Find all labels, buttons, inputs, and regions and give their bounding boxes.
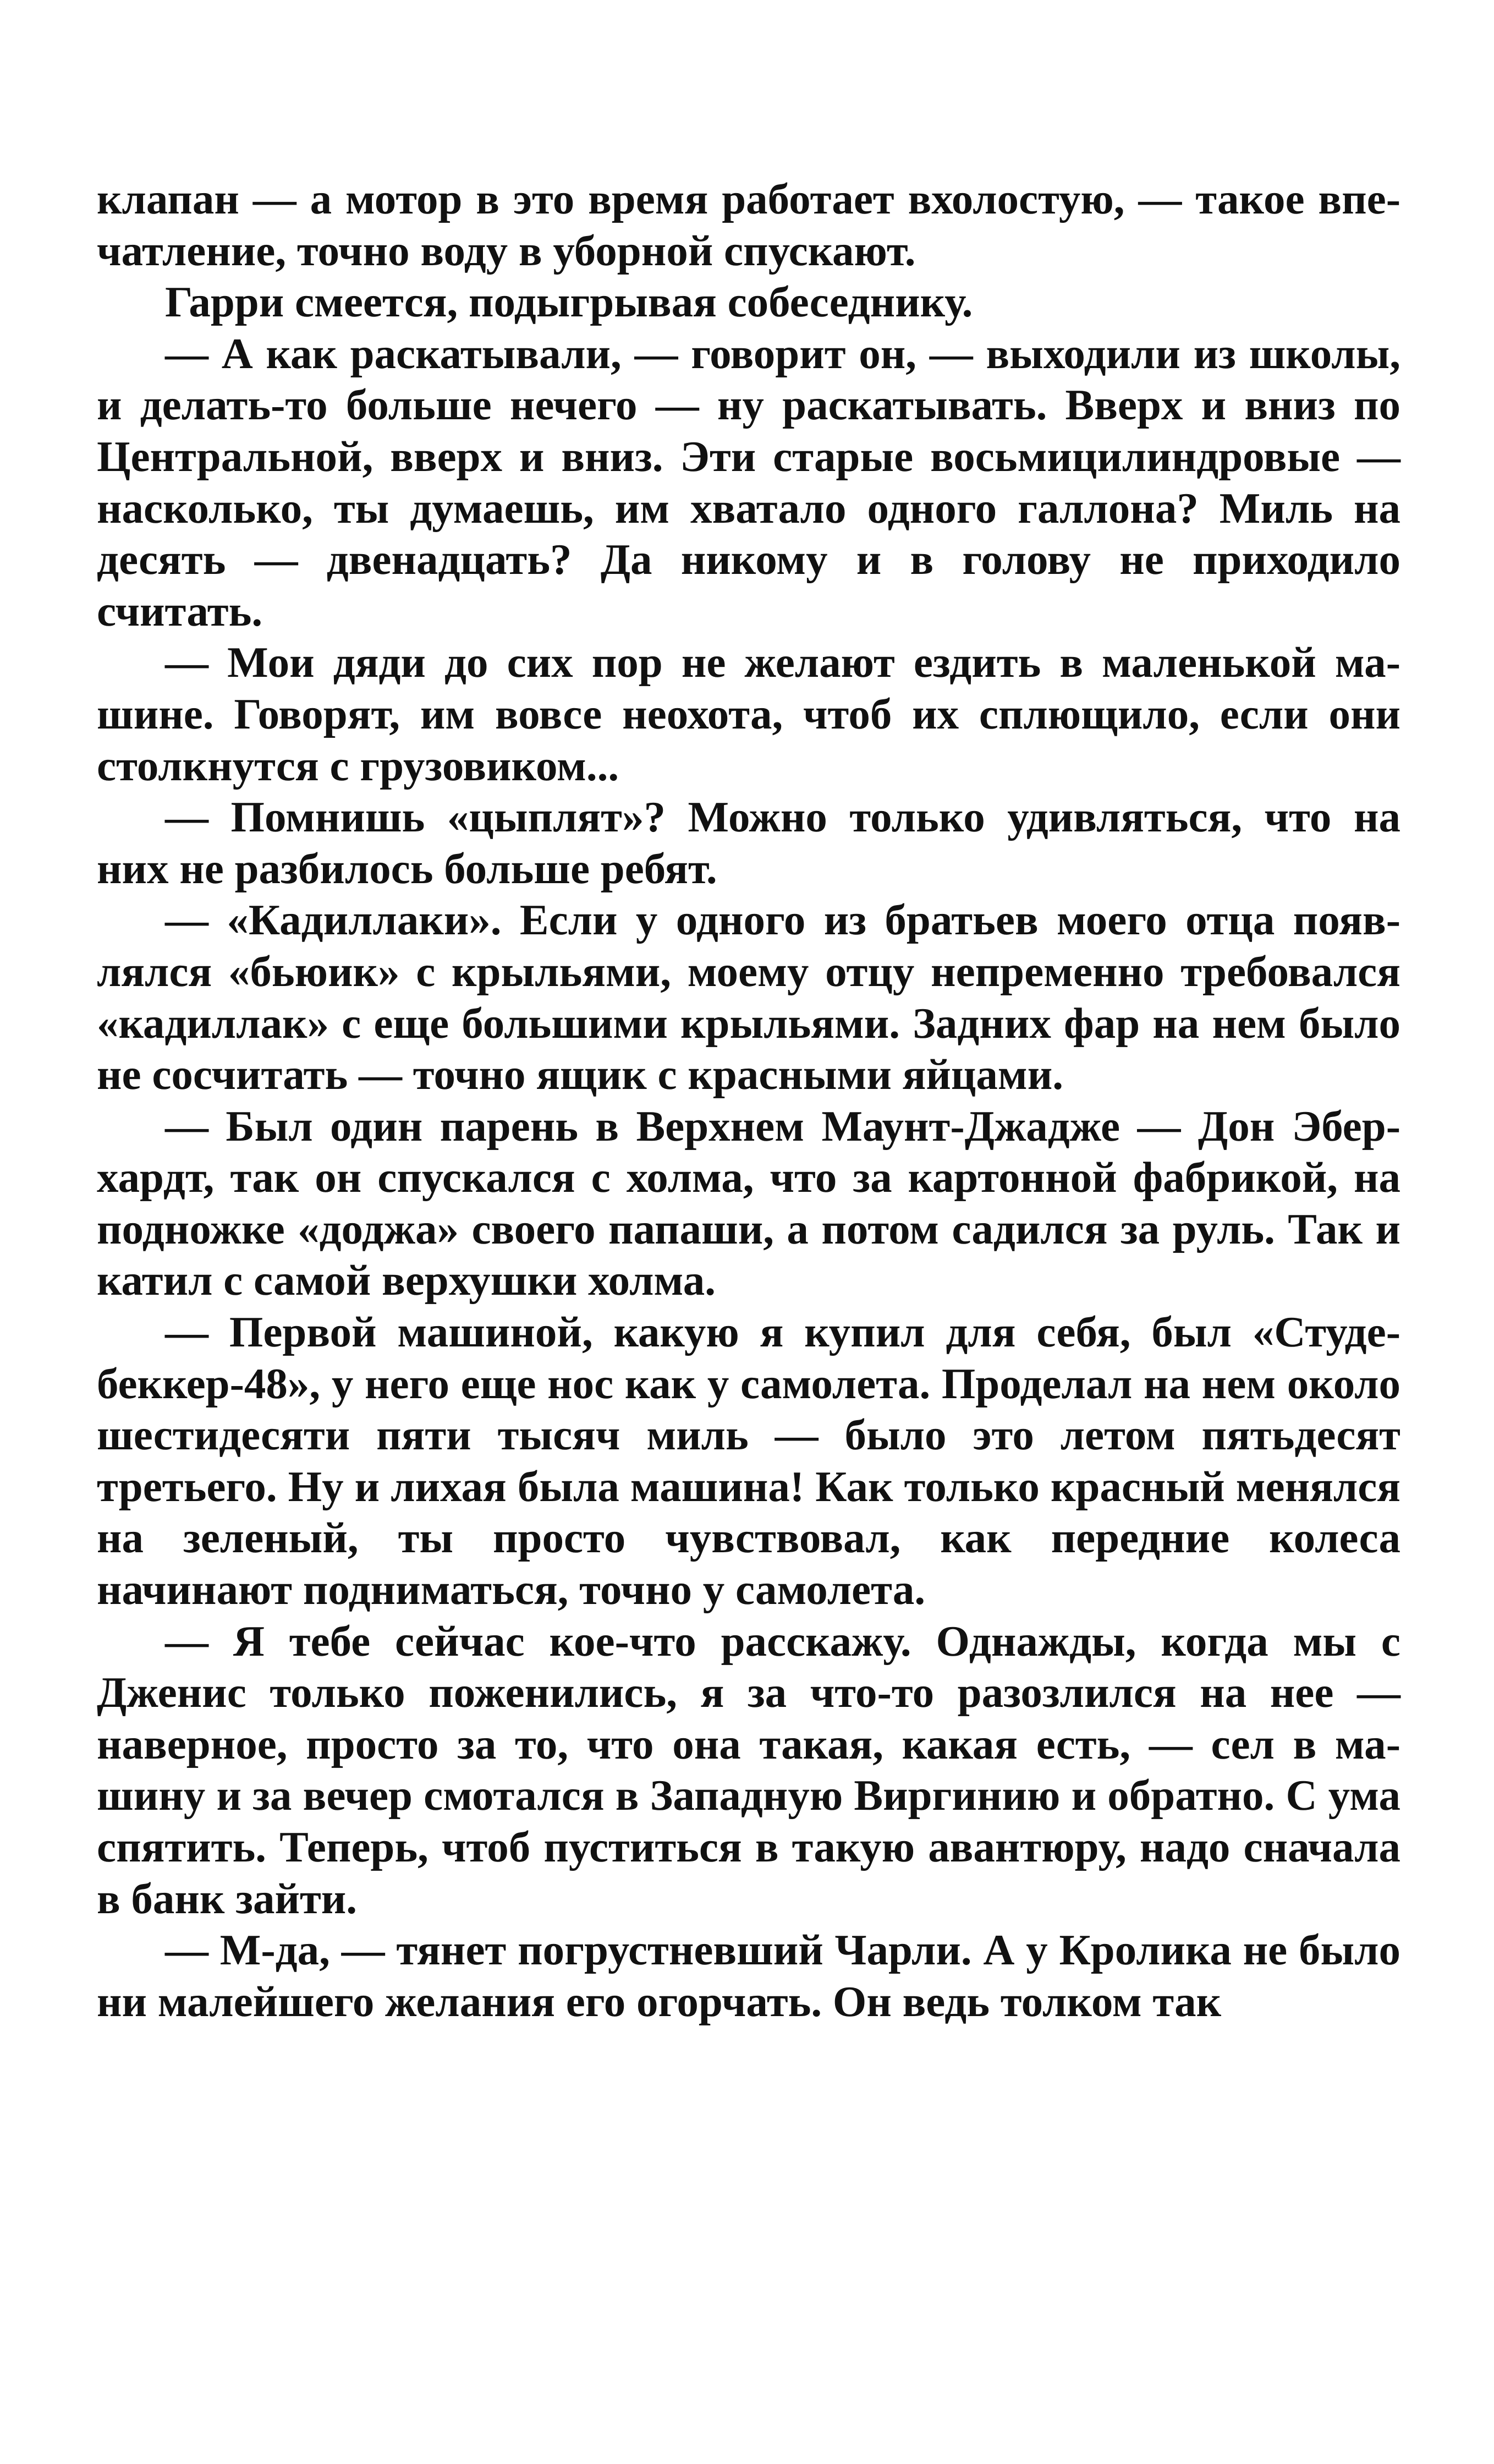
paragraph-6: — «Кадиллаки». Если у одного из братьев моего отца появлялся «бьюик» с крыльями, моему отцу непременно требовался «кадиллак» с еще большими крыльями. Задних фар на нем было не сосчитать — точно ящик с красными яйцами.	[97, 896, 1400, 1099]
paragraph-8: — Первой машиной, какую я купил для себя, был «Студебеккер-48», у него еще нос как у самолета. Проделал на нем около шестидесяти пяти тысяч миль — было это летом пятьдесят третьего. Ну и лихая была машина! Как только красный менялся на зеленый, ты просто чувствовал, как передние колеса начинают подниматься, точно у самолета.	[97, 1308, 1400, 1614]
paragraph-10: — М-да, — тянет погрустневший Чарли. А у Кролика не было ни малейшего желания его огорчать. Он ведь толком так	[97, 1926, 1400, 2026]
paragraph-9: — Я тебе сейчас кое-что расскажу. Однажды, когда мы с Дженис только поженились, я за что-то разозлился на нее — наверное, просто за то, что она такая, какая есть, — сел в машину и за вечер смотался в Западную Виргинию и обратно. С ума спятить. Теперь, чтоб пуститься в такую авантюру, надо сначала в банк зайти.	[97, 1617, 1400, 1923]
paragraph-4: — Мои дяди до сих пор не желают ездить в маленькой машине. Говорят, им вовсе неохота, чтоб их сплющило, если они столкнутся с грузовиком...	[97, 639, 1400, 790]
paragraph-7: — Был один парень в Верхнем Маунт-Джадже — Дон Эберхардт, так он спускался с холма, что за картонной фабрикой, на подножке «доджа» своего папаши, а потом садился за руль. Так и катил с самой верхушки холма.	[97, 1102, 1400, 1305]
paragraph-2: Гарри смеется, подыгрывая собеседнику.	[165, 278, 973, 327]
book-page	[97, 174, 1400, 2028]
paragraph-5: — Помнишь «цыплят»? Можно только удивляться, что на них не разбилось больше ребят.	[97, 793, 1400, 893]
paragraph-1: клапан — а мотор в это время работает вхолостую, — такое впечатление, точно воду в уборной спускают.	[97, 176, 1400, 275]
paragraph-3: — А как раскатывали, — говорит он, — выходили из школы, и делать-то больше нечего — ну раскатывать. Вверх и вниз по Центральной, вверх и вниз. Эти старые восьмицилиндровые — насколько, ты думаешь, им хватало одного галлона? Миль на десять — двенадцать? Да никому и в голову не приходило считать.	[97, 330, 1400, 636]
